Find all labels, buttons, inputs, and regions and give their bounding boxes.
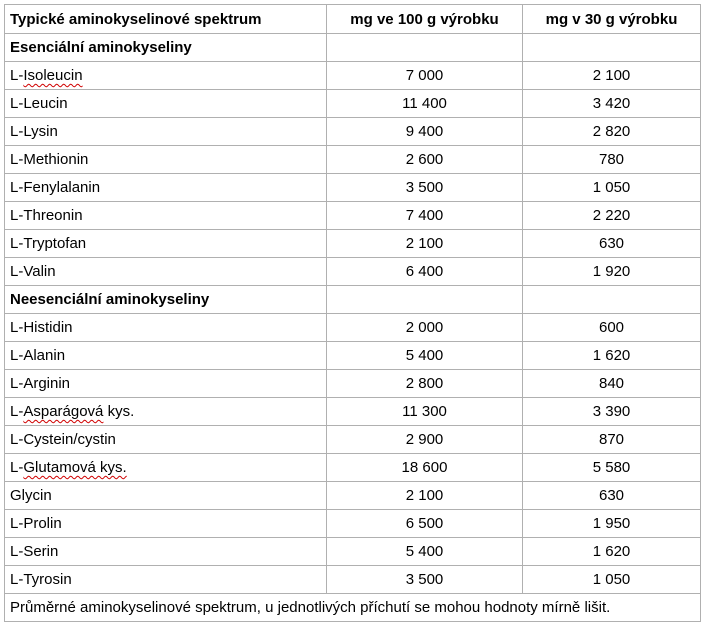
amino-acid-name: L-Methionin [5,146,327,174]
amino-acid-name: L-Prolin [5,510,327,538]
empty-cell [327,34,523,62]
amino-acid-name: L-Threonin [5,202,327,230]
table-row [5,90,701,118]
value-per-30g: 630 [523,230,701,258]
value-per-30g: 840 [523,370,701,398]
amino-acid-name: L-Serin [5,538,327,566]
value-per-30g: 2 220 [523,202,701,230]
table-row [5,146,701,174]
value-per-100g: 2 100 [327,230,523,258]
table-row [5,426,701,454]
table-row [5,202,701,230]
table-row [5,538,701,566]
value-per-100g: 2 600 [327,146,523,174]
header-row [5,5,701,34]
section-title-essential: Esenciální aminokyseliny [5,34,327,62]
value-per-30g: 1 050 [523,566,701,594]
table-row [5,118,701,146]
value-per-100g: 6 400 [327,258,523,286]
value-per-100g: 5 400 [327,538,523,566]
table-row [5,174,701,202]
value-per-30g: 1 920 [523,258,701,286]
footnote-row [5,594,701,622]
amino-acid-name: L-Tyrosin [5,566,327,594]
footnote: Průměrné aminokyselinové spektrum, u jednotlivých příchutí se mohou hodnoty mírně lišit. [5,594,701,622]
amino-acid-name: L-Arginin [5,370,327,398]
value-per-30g: 1 950 [523,510,701,538]
amino-acid-name: L-Lysin [5,118,327,146]
value-per-100g: 7 400 [327,202,523,230]
value-per-100g: 3 500 [327,566,523,594]
value-per-100g: 2 100 [327,482,523,510]
header-spectrum: Typické aminokyselinové spektrum [5,5,327,34]
value-per-30g: 2 100 [523,62,701,90]
amino-acid-name: L-Isoleucin [5,62,327,90]
section-title-nonessential: Neesenciální aminokyseliny [5,286,327,314]
value-per-100g: 2 900 [327,426,523,454]
table-row [5,482,701,510]
value-per-100g: 18 600 [327,454,523,482]
spellcheck-marked-text: Isoleucin [23,67,83,84]
table-row [5,230,701,258]
section-row-nonessential [5,286,701,314]
amino-acid-name: L-Histidin [5,314,327,342]
value-per-30g: 870 [523,426,701,454]
value-per-30g: 1 620 [523,538,701,566]
value-per-100g: 3 500 [327,174,523,202]
spellcheck-marked-text: Asparágová [23,403,104,420]
value-per-100g: 11 400 [327,90,523,118]
table-body [5,5,701,622]
table-row [5,454,701,482]
table-row [5,566,701,594]
amino-acid-table [4,4,701,622]
table-row [5,370,701,398]
value-per-100g: 7 000 [327,62,523,90]
value-per-100g: 11 300 [327,398,523,426]
value-per-30g: 3 420 [523,90,701,118]
table-row [5,258,701,286]
section-row-essential [5,34,701,62]
value-per-100g: 6 500 [327,510,523,538]
value-per-30g: 5 580 [523,454,701,482]
amino-acid-name: L-Leucin [5,90,327,118]
amino-acid-name: L-Glutamová kys. [5,454,327,482]
value-per-100g: 9 400 [327,118,523,146]
value-per-30g: 1 620 [523,342,701,370]
value-per-100g: 2 800 [327,370,523,398]
table-row [5,510,701,538]
value-per-30g: 2 820 [523,118,701,146]
value-per-100g: 2 000 [327,314,523,342]
amino-acid-name: Glycin [5,482,327,510]
table-row [5,314,701,342]
table-row [5,62,701,90]
amino-acid-name: L-Alanin [5,342,327,370]
amino-acid-name: L-Asparágová kys. [5,398,327,426]
empty-cell [327,286,523,314]
amino-acid-name: L-Valin [5,258,327,286]
table-row [5,398,701,426]
value-per-30g: 1 050 [523,174,701,202]
table-row [5,342,701,370]
empty-cell [523,34,701,62]
value-per-100g: 5 400 [327,342,523,370]
amino-acid-name: L-Cystein/cystin [5,426,327,454]
header-per-100g: mg ve 100 g výrobku [327,5,523,34]
empty-cell [523,286,701,314]
amino-acid-name: L-Tryptofan [5,230,327,258]
value-per-30g: 3 390 [523,398,701,426]
value-per-30g: 600 [523,314,701,342]
value-per-30g: 630 [523,482,701,510]
header-per-30g: mg v 30 g výrobku [523,5,701,34]
value-per-30g: 780 [523,146,701,174]
amino-acid-name: L-Fenylalanin [5,174,327,202]
spellcheck-marked-text: Glutamová kys. [23,459,127,476]
